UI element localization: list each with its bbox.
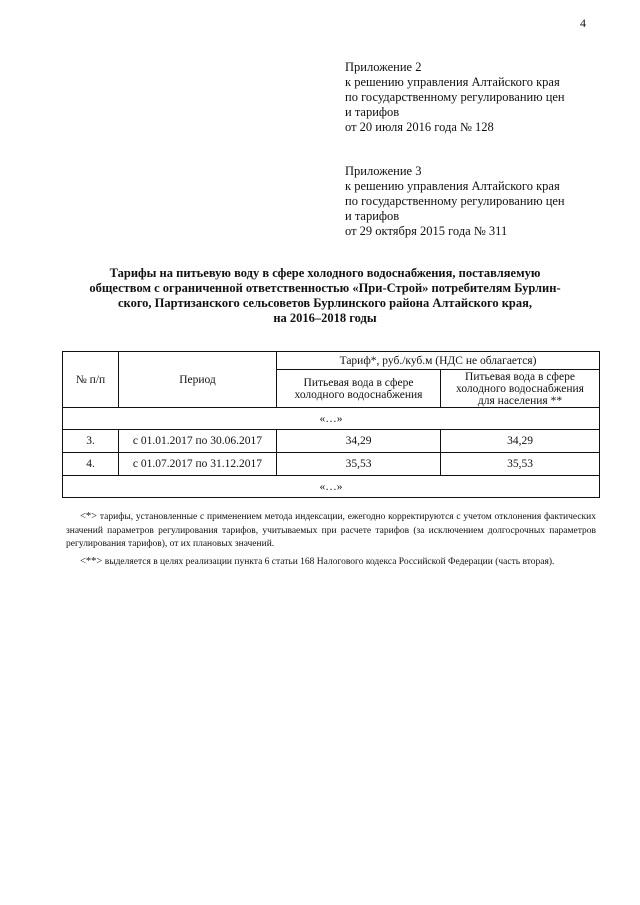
ellipsis-cell: «…» [63, 476, 600, 498]
title-line: на 2016–2018 годы [273, 311, 377, 325]
document-title [70, 266, 580, 326]
appendix-2-title: Приложение 2 [345, 60, 422, 74]
title-line: обществом с ограниченной ответственностью «При-Строй» потребителям Бурлин- [89, 281, 561, 295]
header-general-water [277, 370, 441, 408]
appendix-3-title: Приложение 3 [345, 164, 422, 178]
row-general-tariff: 35,53 [277, 453, 441, 476]
footnote-1-text: тарифы, установленные с применением метода индексации, ежегодно корректируются с учетом отклонения фактических значений параметров регулирования тарифов, учитываемых при расчете тарифов (за исключением долгосрочных параметров регулирования тарифов), от их плановых значений. [66, 512, 597, 549]
appendix-2-line: по государственному регулированию цен [345, 90, 565, 104]
footnotes [66, 510, 596, 572]
appendix-3-line: по государственному регулированию цен [345, 194, 565, 208]
table-row-ellipsis [63, 476, 600, 498]
appendix-2-line: и тарифов [345, 105, 400, 119]
header-population-line: для населения ** [477, 394, 563, 407]
title-line: ского, Партизанского сельсоветов Бурлинского района Алтайского края, [117, 296, 533, 310]
footnote-1 [66, 510, 596, 552]
appendix-3-date: от 29 октября 2015 года № 311 [345, 224, 508, 238]
table-row [63, 453, 600, 476]
title-line: Тарифы на питьевую воду в сфере холодного водоснабжения, поставляемую [109, 266, 541, 280]
header-general-line: Питьевая вода в сфере [303, 376, 414, 389]
header-population-line: Питьевая вода в сфере [465, 370, 575, 383]
row-population-tariff: 34,29 [441, 430, 600, 453]
header-general-line: холодного водоснабжения [294, 388, 423, 401]
ellipsis-cell: «…» [63, 408, 600, 430]
appendix-3-line: и тарифов [345, 209, 400, 223]
footnote-2-text: выделяется в целях реализации пункта 6 статьи 168 Налогового кодекса Российской Федерации (часть вторая). [104, 556, 555, 567]
footnote-2-mark: <**> [80, 555, 103, 567]
row-period: с 01.07.2017 по 31.12.2017 [119, 453, 277, 476]
header-number: № п/п [63, 352, 119, 408]
page-number: 4 [580, 16, 586, 30]
row-population-tariff: 35,53 [441, 453, 600, 476]
table-row [63, 430, 600, 453]
table-row-ellipsis [63, 408, 600, 430]
tariff-table [62, 351, 600, 498]
header-period: Период [119, 352, 277, 408]
row-period: с 01.01.2017 по 30.06.2017 [119, 430, 277, 453]
footnote-2 [66, 555, 596, 570]
header-population-water [441, 370, 600, 408]
header-tariff: Тариф*, руб./куб.м (НДС не облагается) [277, 352, 600, 370]
appendix-2-line: к решению управления Алтайского края [345, 75, 560, 89]
footnote-1-mark: <*> [80, 511, 98, 522]
row-number: 3. [63, 430, 119, 453]
appendix-3-line: к решению управления Алтайского края [345, 179, 560, 193]
row-number: 4. [63, 453, 119, 476]
row-general-tariff: 34,29 [277, 430, 441, 453]
appendix-2-date: от 20 июля 2016 года № 128 [345, 120, 494, 134]
header-population-line: холодного водоснабжения [456, 382, 584, 395]
appendix-2-block [345, 60, 625, 135]
appendix-3-block [345, 164, 625, 239]
